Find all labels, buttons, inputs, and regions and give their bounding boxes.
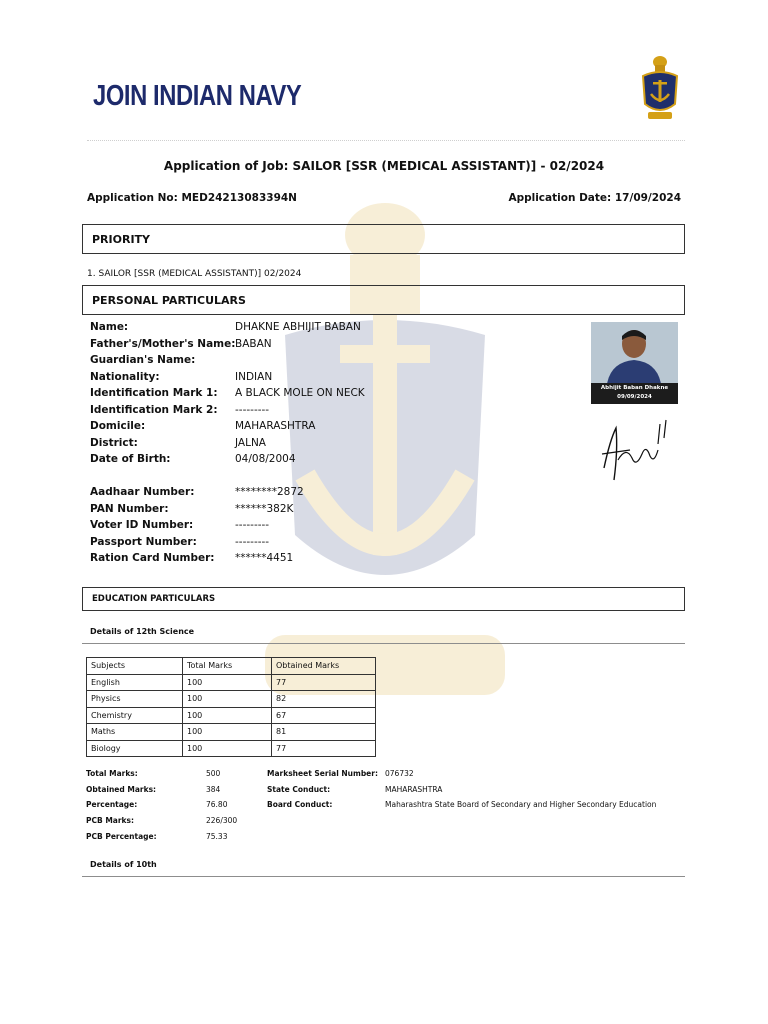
name-label: Name:	[90, 321, 129, 333]
state-conduct-label: State Conduct:	[267, 785, 331, 794]
table-row	[87, 740, 376, 757]
tenth-divider	[82, 876, 685, 877]
passport-value: ---------	[235, 536, 270, 548]
date-of-birth-label: Date of Birth:	[90, 453, 171, 465]
table-header-cell: Subjects	[87, 658, 183, 675]
marksheet-serial-value: 076732	[385, 769, 414, 778]
board-conduct-label: Board Conduct:	[267, 800, 333, 809]
person-silhouette-icon	[591, 322, 678, 384]
state-conduct-value: MAHARASHTRA	[385, 785, 443, 794]
passport-row	[90, 536, 269, 553]
photo-caption-date: 09/09/2024	[617, 394, 652, 400]
domicile-row	[90, 420, 315, 437]
table-cell: 77	[272, 674, 376, 691]
percentage-value: 76.80	[206, 800, 228, 809]
table-cell: 100	[183, 691, 272, 708]
total-marks-value: 500	[206, 769, 221, 778]
parent-name-label: Father's/Mother's Name:	[90, 338, 236, 350]
aadhaar-label: Aadhaar Number:	[90, 486, 195, 498]
table-cell: 100	[183, 674, 272, 691]
ration-card-row	[90, 552, 293, 569]
pan-row	[90, 503, 293, 520]
passport-label: Passport Number:	[90, 536, 197, 548]
table-row	[87, 724, 376, 741]
pcb-marks-label: PCB Marks:	[86, 816, 135, 825]
name-value: DHAKNE ABHIJIT BABAN	[235, 321, 361, 333]
total-marks-label: Total Marks:	[86, 769, 138, 778]
navy-crest-icon	[639, 54, 681, 124]
identification-mark-2-label: Identification Mark 2:	[90, 404, 218, 416]
education-particulars-heading: EDUCATION PARTICULARS	[82, 587, 685, 611]
voter-id-label: Voter ID Number:	[90, 519, 194, 531]
table-cell: 100	[183, 740, 272, 757]
table-cell: Maths	[87, 724, 183, 741]
obtained-marks-value: 384	[206, 785, 221, 794]
table-cell: Chemistry	[87, 707, 183, 724]
table-header-cell: Obtained Marks	[272, 658, 376, 675]
job-title: Application of Job: SAILOR [SSR (MEDICAL ASSISTANT)] - 02/2024	[163, 159, 605, 173]
date-of-birth-row	[90, 453, 296, 470]
marksheet-serial-label: Marksheet Serial Number:	[267, 769, 378, 778]
guardian-name-row	[90, 354, 235, 371]
table-row	[87, 707, 376, 724]
table-cell: 67	[272, 707, 376, 724]
header-divider	[87, 140, 685, 141]
application-date: Application Date: 17/09/2024	[508, 192, 681, 204]
identification-mark-1-value: A BLACK MOLE ON NECK	[235, 387, 365, 399]
identification-mark-2-row	[90, 404, 269, 421]
personal-particulars-heading: PERSONAL PARTICULARS	[82, 285, 685, 315]
pcb-percentage-label: PCB Percentage:	[86, 832, 157, 841]
application-number: Application No: MED24213083394N	[87, 192, 297, 204]
table-header-cell: Total Marks	[183, 658, 272, 675]
identification-mark-2-value: ---------	[235, 404, 270, 416]
parent-name-value: BABAN	[235, 338, 272, 350]
applicant-photo	[591, 322, 678, 404]
aadhaar-row	[90, 486, 304, 503]
nationality-value: INDIAN	[235, 371, 273, 383]
twelfth-details-heading: Details of 12th Science	[90, 627, 195, 636]
table-row	[87, 691, 376, 708]
ration-card-label: Ration Card Number:	[90, 552, 215, 564]
table-cell: 77	[272, 740, 376, 757]
table-cell: 100	[183, 724, 272, 741]
pan-value: ******382K	[235, 503, 294, 515]
table-cell: English	[87, 674, 183, 691]
percentage-label: Percentage:	[86, 800, 138, 809]
subject-marks-table	[86, 657, 376, 757]
aadhaar-value: ********2872	[235, 486, 304, 498]
board-conduct-value: Maharashtra State Board of Secondary and Higher Secondary Education	[385, 800, 657, 809]
twelfth-divider	[82, 643, 685, 644]
priority-item: 1. SAILOR [SSR (MEDICAL ASSISTANT)] 02/2024	[87, 269, 302, 279]
pcb-percentage-value: 75.33	[206, 832, 228, 841]
parent-name-row	[90, 338, 272, 355]
date-of-birth-value: 04/08/2004	[235, 453, 296, 465]
table-cell: 100	[183, 707, 272, 724]
pcb-marks-value: 226/300	[206, 816, 238, 825]
ration-card-value: ******4451	[235, 552, 294, 564]
table-cell: 82	[272, 691, 376, 708]
priority-section-heading: PRIORITY	[82, 224, 685, 254]
voter-id-value: ---------	[235, 519, 270, 531]
table-cell: 81	[272, 724, 376, 741]
voter-id-row	[90, 519, 269, 536]
identification-mark-1-label: Identification Mark 1:	[90, 387, 218, 399]
photo-caption-name: Abhijit Baban Dhakne	[600, 385, 669, 391]
table-cell: Biology	[87, 740, 183, 757]
signature-icon	[596, 410, 676, 488]
photo-caption	[591, 383, 678, 404]
nationality-label: Nationality:	[90, 371, 160, 383]
nationality-row	[90, 371, 272, 388]
identification-mark-1-row	[90, 387, 365, 404]
table-cell: Physics	[87, 691, 183, 708]
district-row	[90, 437, 266, 454]
pan-label: PAN Number:	[90, 503, 169, 515]
guardian-name-label: Guardian's Name:	[90, 354, 196, 366]
district-label: District:	[90, 437, 138, 449]
domicile-value: MAHARASHTRA	[235, 420, 316, 432]
table-row	[87, 674, 376, 691]
join-indian-navy-logo: JOIN INDIAN NAVY	[93, 80, 302, 112]
name-row	[90, 321, 361, 338]
district-value: JALNA	[235, 437, 266, 449]
table-header-row	[87, 658, 376, 675]
obtained-marks-label: Obtained Marks:	[86, 785, 157, 794]
domicile-label: Domicile:	[90, 420, 146, 432]
tenth-details-heading: Details of 10th	[90, 860, 157, 869]
